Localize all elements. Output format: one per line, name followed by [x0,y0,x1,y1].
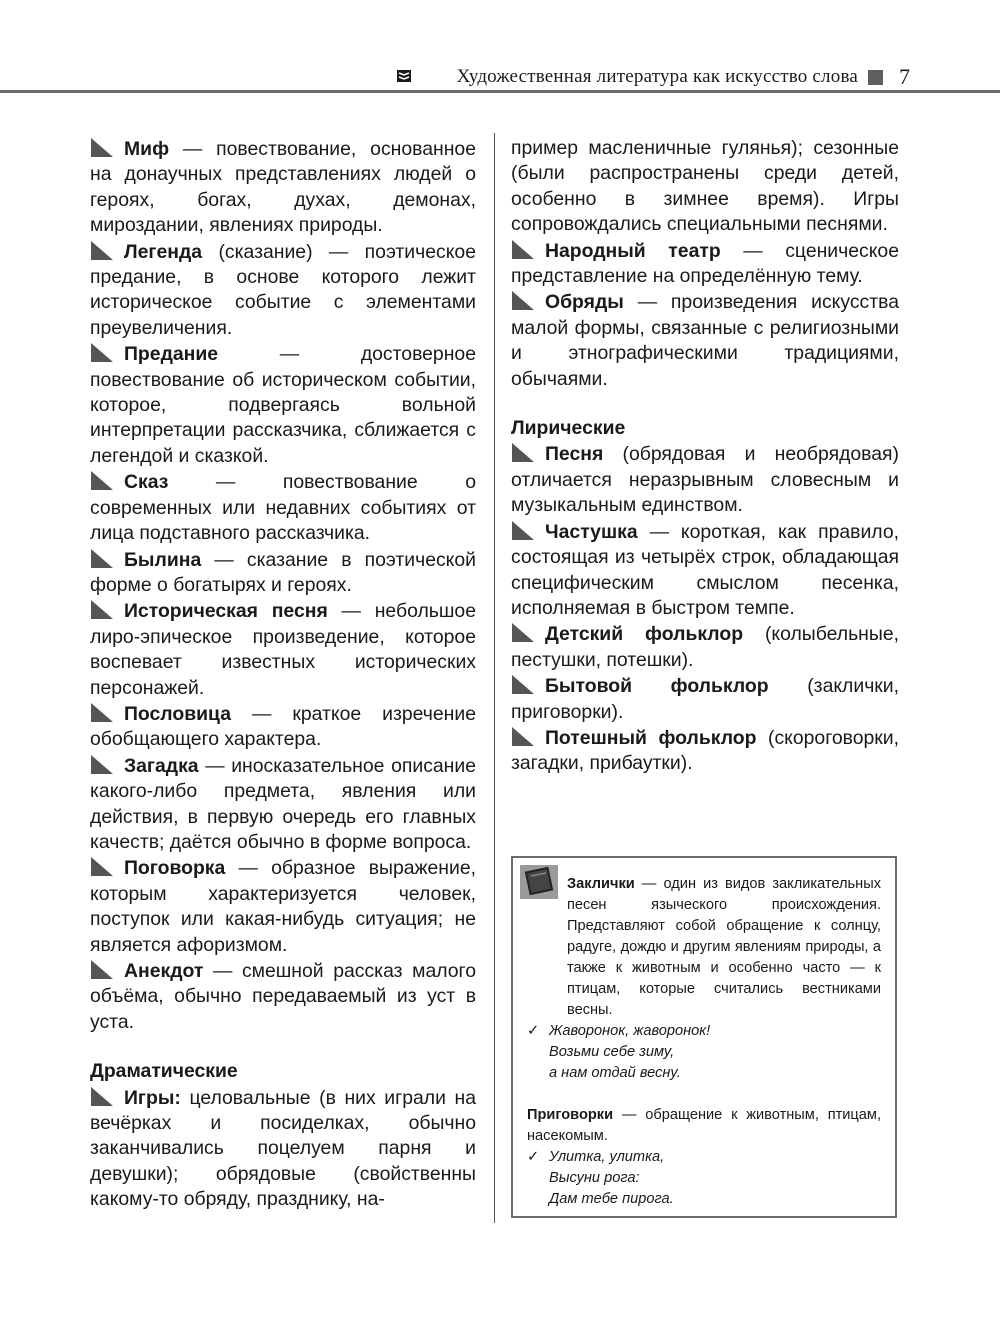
entry [90,753,476,856]
entry-term: Потешный фольклор [545,726,757,749]
entry [90,547,476,599]
entry-term: Обряды [545,291,624,314]
entry-term: Анекдот [124,960,204,982]
example-text: Улитка, улитка, [549,1149,665,1165]
book-icon [396,68,412,84]
triangle-marker-icon [90,469,114,491]
example-line [527,1189,881,1210]
entry-text: — образное выражение, которым характеризуется человек, поступок или какая-нибудь ситуация; не является афоризмом. [90,857,476,956]
entry-term: Песня [545,443,604,466]
entry [511,725,899,777]
left-column [90,136,476,1213]
section-title-dramatic: Драматические [90,1060,238,1083]
entry-term: Сказ [124,471,169,494]
entry-term: Легенда [124,240,203,263]
entry-term: Частушка [545,520,638,543]
entry-term: Народный театр [545,239,721,262]
triangle-marker-icon [90,753,114,775]
entry [90,239,476,342]
entry [90,469,476,546]
entry [511,289,899,392]
entry-text: (сказание) — поэтическое предание, в основе которого лежит историческое событие с элементами преувеличения. [90,240,476,339]
header-title: Художественная литература как искусство слова [456,66,858,87]
entry [90,958,476,1035]
triangle-marker-icon [90,136,114,158]
triangle-marker-icon [511,519,535,541]
prigovorki-text: — обращение к животным, птицам, насекомым. [527,1107,881,1144]
entry-text: — произведения искусства малой формы, связанные с религиозными и этнографическими традициями, обычаями. [511,291,899,390]
triangle-marker-icon [511,238,535,260]
entry [511,673,899,725]
triangle-marker-icon [90,701,114,723]
prigovorki-definition [527,1105,881,1147]
entry-games-continued: пример масленичные гулянья); сезонные (были распространены среди детей, особенно в зимнее время). Игры сопровождались специальными песнями. [511,137,899,236]
zaklichki-definition [527,874,881,1021]
entry-text: (колыбельные, пестушки, потешки). [511,623,899,671]
entry-term: Историческая песня [124,600,328,623]
entry-term: Загадка [124,754,199,777]
entry-text: — смешной рассказ малого объёма, обычно передаваемый из уст в уста. [90,960,476,1033]
entry-text: — повествование о современных или недавних событиях от лица подставного рассказчика. [90,471,476,545]
triangle-marker-icon [511,441,535,463]
entry [90,136,476,239]
zaklichki-example [527,1021,881,1084]
triangle-marker-icon [90,855,114,877]
entry-term: Миф [124,138,170,160]
entry-text: (заклички, приговорки). [511,675,900,723]
entry [90,598,476,701]
entry [511,621,899,673]
entry [511,441,899,518]
triangle-marker-icon [90,598,114,620]
entry-text: — сценическое представление на определённую тему. [511,239,899,288]
example-line [527,1168,881,1189]
triangle-marker-icon [511,725,535,747]
example-line [527,1042,881,1063]
right-column [511,136,899,777]
example-text: Дам тебе пирога. [549,1191,674,1207]
triangle-marker-icon [90,547,114,569]
triangle-marker-icon [90,1085,114,1107]
entry-term: Пословица [124,702,231,725]
prigovorki-term: Приговорки [527,1107,614,1123]
entry-term: Былина [124,548,202,571]
example-text: Высуни рога: [549,1170,640,1186]
entry-text: — повествование, основанное на донаучных представлениях людей о героях, богах, духах, демонах, мироздании, явлениях природы. [90,138,476,237]
entry-text: (скороговорки, загадки, прибаутки). [511,726,899,775]
example-text: Возьми себе зиму, [549,1044,675,1060]
section-title-lyrical: Лирические [511,417,626,440]
example-line [527,1021,881,1042]
entry-term: Предание [124,343,219,366]
entry-text: — иносказательное описание какого-либо предмета, явления или действия, в первую очередь его главных качеств; даётся обычно в форме вопроса. [90,754,476,853]
example-text: Жаворонок, жаворонок! [549,1023,711,1039]
header-rule [0,90,1000,93]
triangle-marker-icon [511,289,535,311]
entry-text: — сказание в поэтической форме о богатырях и героях. [90,548,476,596]
entry-text: — достоверное повествование об историческом событии, которое, подвергаясь вольной интерпретации рассказчика, сближается с легендой и сказкой. [90,343,476,467]
entry-text: — краткое изречение обобщающего характера. [90,702,476,751]
triangle-marker-icon [90,341,114,363]
info-box [511,856,897,1218]
checkmark-icon: ✓ [527,1023,540,1039]
entry-games [90,1085,476,1213]
entry-term: Детский фольклор [545,623,744,646]
entry [90,701,476,753]
entry-text: (обрядовая и необрядовая) отличается неразрывным словесным и музыкальным единством. [511,443,899,517]
example-line [527,1063,881,1084]
zaklichki-term: Заклички [567,876,635,892]
info-box-body [527,874,881,1210]
entry [90,855,476,958]
entry-term: Поговорка [124,857,226,880]
entry-text: — небольшое лиро-эпическое произведение, которое воспевает известных исторических персонажей. [90,600,476,699]
entry [90,341,476,469]
triangle-marker-icon [90,958,114,980]
entry-text: — короткая, как правило, состоящая из четырёх строк, обладающая специфическим смыслом песенка, исполняемая в быстром темпе. [511,520,899,619]
header-square-marker [868,70,883,85]
entry-text: целовальные (в них играли на вечёрках и посиделках, обычно заканчивались поцелуем парня и девушки); обрядовые (свойственны какому-то обряду, празднику, на- [90,1086,476,1211]
page-number: 7 [899,64,910,89]
checkmark-icon: ✓ [527,1149,540,1165]
prigovorki-example [527,1147,881,1210]
running-header [0,58,1000,94]
entry [511,238,899,290]
entry [511,519,899,622]
example-line [527,1147,881,1168]
triangle-marker-icon [511,673,535,695]
example-text: а нам отдай весну. [549,1065,681,1081]
zaklichki-text: — один из видов закликательных песен языческого происхождения. Представляют собой обращение к солнцу, радуге, дождю и другим явлениям природы, а также к животным и особенно часто — к птицам, которые считались вестниками весны. [567,876,881,1018]
triangle-marker-icon [511,621,535,643]
entry-term: Бытовой фольклор [545,675,769,698]
triangle-marker-icon [90,239,114,261]
entry-term: Игры: [124,1086,181,1109]
column-divider [494,133,495,1223]
